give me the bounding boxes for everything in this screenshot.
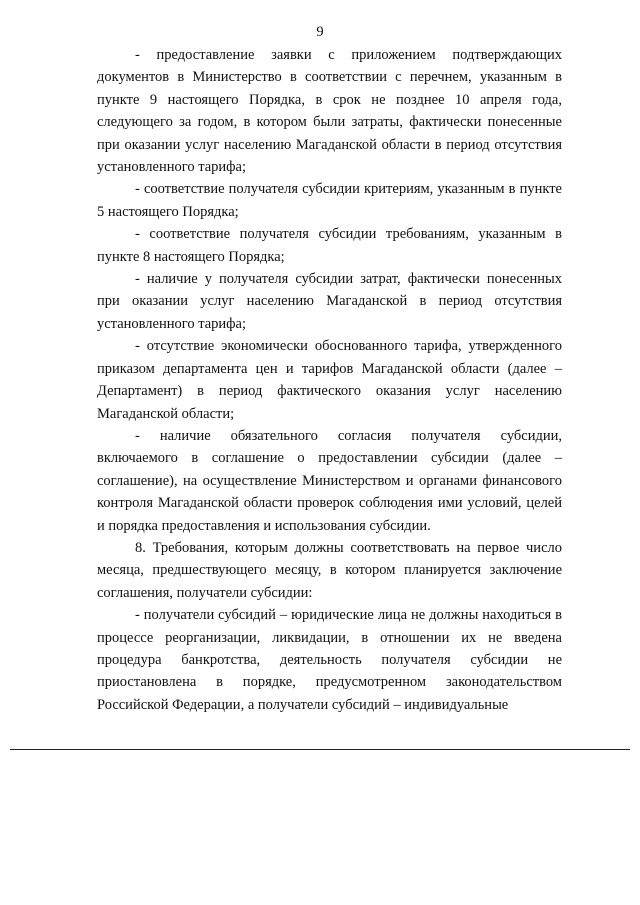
document-body [97, 44, 562, 716]
paragraph-requirements-compliance: - соответствие получателя субсидии требованиям, указанным в пункте 8 настоящего Порядка; [97, 226, 562, 265]
paragraph-no-tariff: - отсутствие экономически обоснованного тарифа, утвержденного приказом департамента цен и тарифов Магаданской области (далее – Департамент) в период фактического оказания услуг населению Магаданской области; [97, 338, 562, 422]
paragraph-consent-to-audit: - наличие обязательного согласия получателя субсидии, включаемого в соглашение о предоставлении субсидии (далее – соглашение), на осуществление Министерством и органами финансового контроля Магаданской области проверок соблюдения ими условий, целей и порядка предоставления и использования субсидии. [97, 427, 562, 534]
paragraph-section-8-heading: 8. Требования, которым должны соответствовать на первое число месяца, предшествующего месяцу, в котором планируется заключение соглашения, получатели субсидии: [97, 539, 562, 601]
bottom-rule [10, 749, 630, 750]
paragraph-application-submission: - предоставление заявки с приложением подтверждающих документов в Министерство в соответствии с перечнем, указанным в пункте 9 настоящего Порядка, в срок не позднее 10 апреля года, следующего за годом, в котором были затраты, фактически понесенные при оказании услуг населению Магаданской области в период отсутствия установленного тарифа; [97, 47, 562, 176]
paragraph-costs-incurred: - наличие у получателя субсидии затрат, фактически понесенных при оказании услуг населению Магаданской в период отсутствия установленного тарифа; [97, 271, 562, 332]
page-number: 9 [316, 24, 324, 40]
paragraph-criteria-compliance: - соответствие получателя субсидии критериям, указанным в пункте 5 настоящего Порядка; [97, 181, 562, 220]
paragraph-legal-entities-requirement: - получатели субсидий – юридические лица не должны находиться в процессе реорганизации, ликвидации, в отношении их не введена процедура банкротства, деятельность получателя субсидии не приостановлена в порядке, предусмотренном законодательством Российской Федерации, а получатели субсидий – индивидуальные [97, 607, 562, 713]
